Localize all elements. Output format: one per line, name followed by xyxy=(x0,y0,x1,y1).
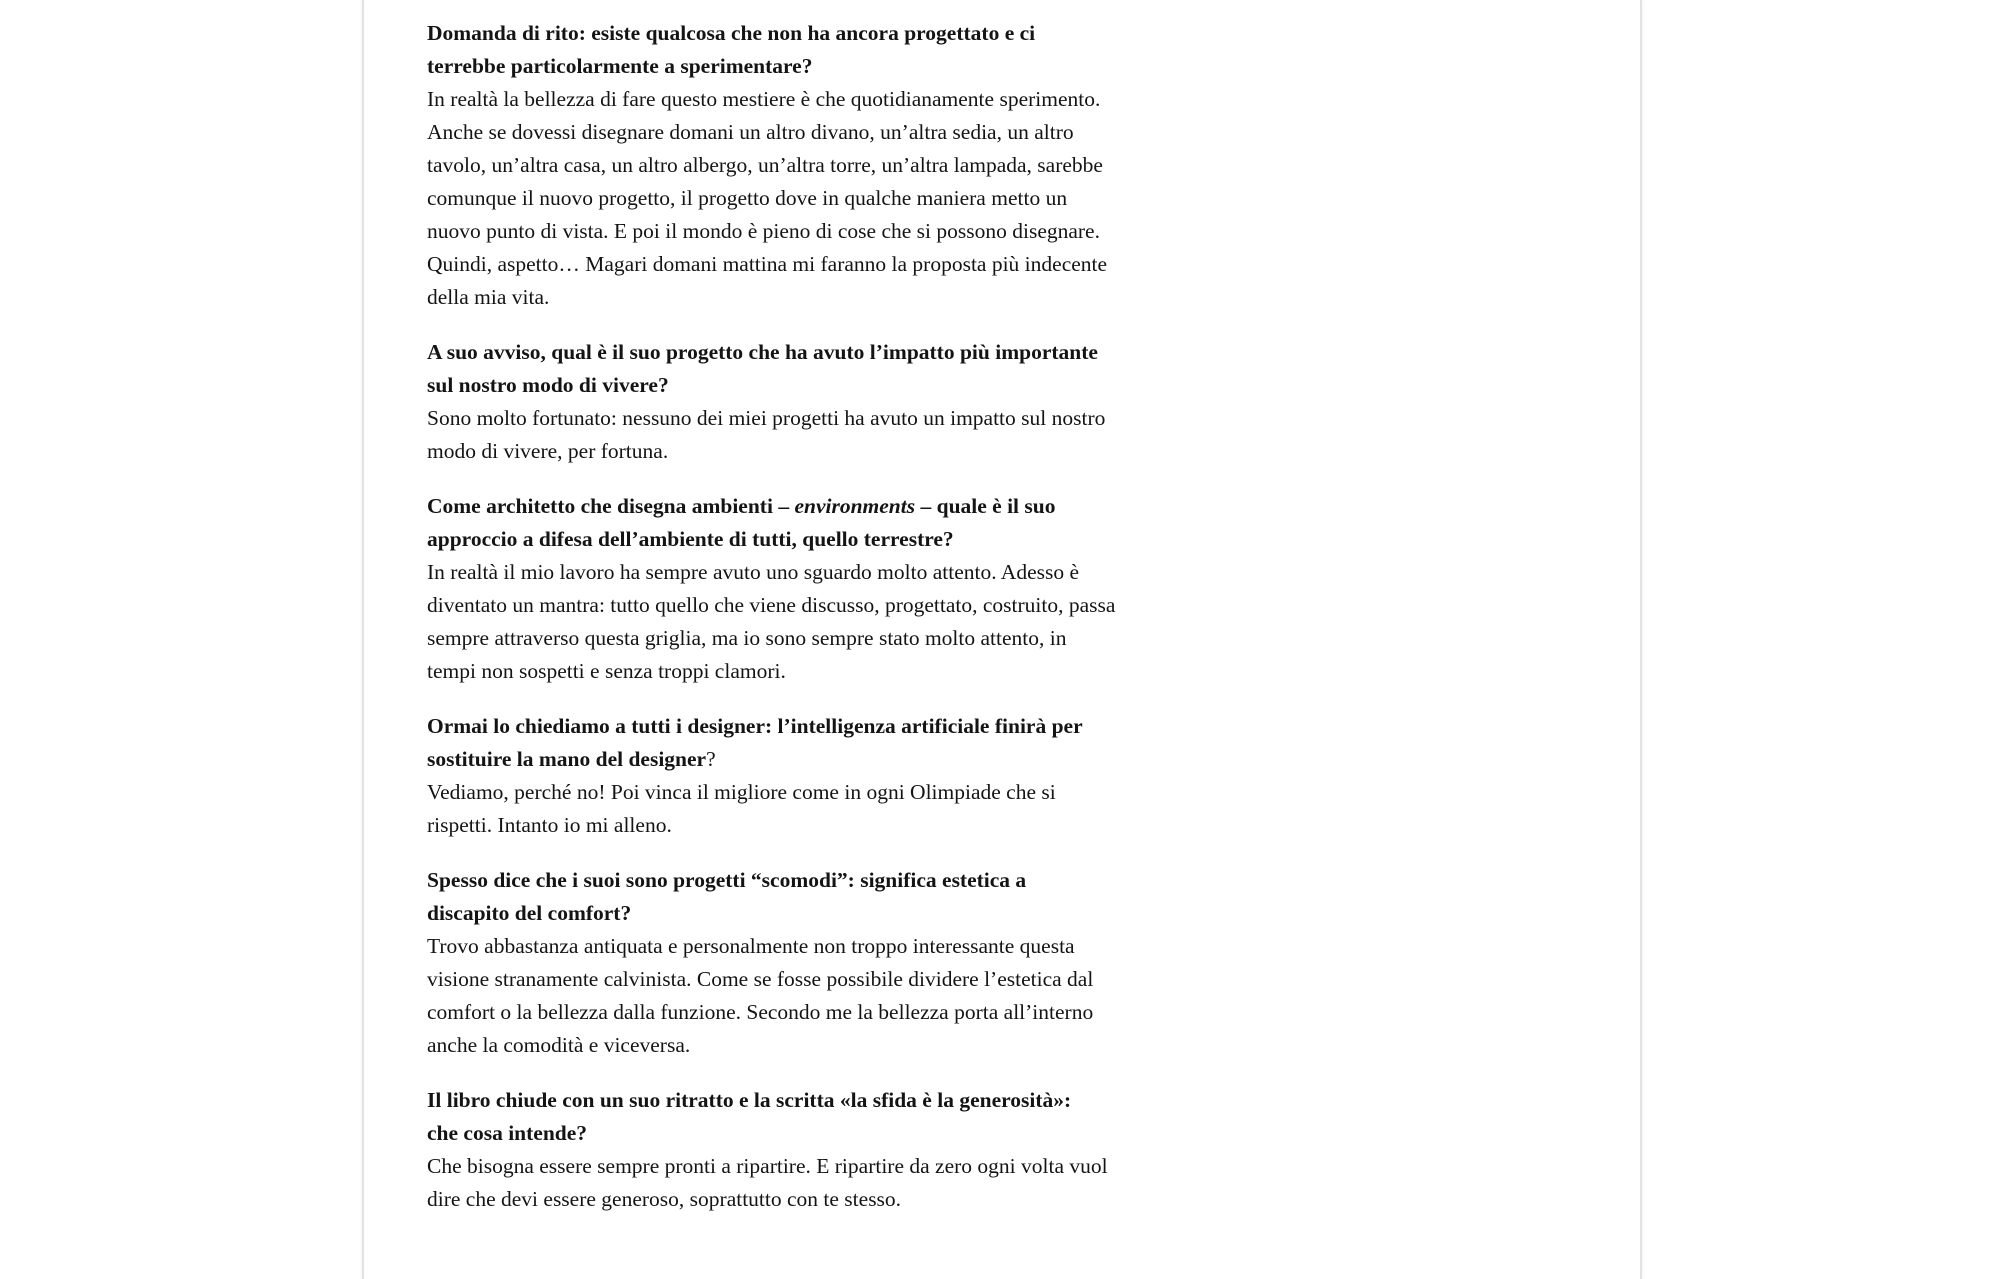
question-text: sostituire la mano del designer xyxy=(427,747,707,771)
question-text: Come architetto che disegna ambienti – xyxy=(427,494,795,518)
interview-question xyxy=(427,710,1227,776)
qa-block xyxy=(427,864,1227,1062)
answer-line: Vediamo, perché no! Poi vinca il migliore come in ogni Olimpiade che si xyxy=(427,780,1056,804)
qa-block xyxy=(427,710,1227,842)
qa-block xyxy=(427,336,1227,468)
qa-block xyxy=(427,1084,1227,1216)
question-line: Domanda di rito: esiste qualcosa che non ha ancora progettato e ci xyxy=(427,21,1036,45)
question-italic-term: environments xyxy=(794,494,916,518)
question-line: approccio a difesa dell’ambiente di tutti, quello terrestre? xyxy=(427,527,954,551)
answer-line: tavolo, un’altra casa, un altro albergo, un’altra torre, un’altra lampada, sarebbe xyxy=(427,153,1103,177)
question-line: sul nostro modo di vivere? xyxy=(427,373,669,397)
interview-answer xyxy=(427,83,1227,314)
answer-line: sempre attraverso questa griglia, ma io sono sempre stato molto attento, in xyxy=(427,626,1067,650)
interview-answer xyxy=(427,402,1227,468)
question-line xyxy=(427,490,1227,523)
answer-line: Trovo abbastanza antiquata e personalmente non troppo interessante questa xyxy=(427,934,1075,958)
interview-question xyxy=(427,864,1227,930)
question-line: Il libro chiude con un suo ritratto e la scritta «la sfida è la generosità»: xyxy=(427,1088,1072,1112)
question-line xyxy=(427,743,1227,776)
interview-answer xyxy=(427,1150,1227,1216)
question-line: terrebbe particolarmente a sperimentare? xyxy=(427,54,813,78)
article-page xyxy=(362,0,1642,1279)
answer-line: dire che devi essere generoso, soprattutto con te stesso. xyxy=(427,1187,902,1211)
interview-question xyxy=(427,490,1227,556)
answer-line: Sono molto fortunato: nessuno dei miei progetti ha avuto un impatto sul nostro xyxy=(427,406,1106,430)
question-line: Ormai lo chiediamo a tutti i designer: l’intelligenza artificiale finirà per xyxy=(427,714,1083,738)
answer-line: tempi non sospetti e senza troppi clamori. xyxy=(427,659,786,683)
answer-line: comunque il nuovo progetto, il progetto dove in qualche maniera metto un xyxy=(427,186,1068,210)
interview-answer xyxy=(427,556,1227,688)
answer-line: anche la comodità e viceversa. xyxy=(427,1033,691,1057)
answer-line: Anche se dovessi disegnare domani un altro divano, un’altra sedia, un altro xyxy=(427,120,1074,144)
answer-line: In realtà la bellezza di fare questo mestiere è che quotidianamente sperimento. xyxy=(427,87,1101,111)
interview-answer xyxy=(427,930,1227,1062)
answer-line: Che bisogna essere sempre pronti a ripartire. E ripartire da zero ogni volta vuol xyxy=(427,1154,1108,1178)
answer-line: rispetti. Intanto io mi alleno. xyxy=(427,813,672,837)
question-mark: ? xyxy=(706,747,716,771)
answer-line: modo di vivere, per fortuna. xyxy=(427,439,669,463)
qa-block xyxy=(427,490,1227,688)
answer-line: Quindi, aspetto… Magari domani mattina mi faranno la proposta più indecente xyxy=(427,252,1108,276)
question-line: A suo avviso, qual è il suo progetto che ha avuto l’impatto più importante xyxy=(427,340,1098,364)
interview-question xyxy=(427,1084,1227,1150)
interview-answer xyxy=(427,776,1227,842)
answer-line: visione stranamente calvinista. Come se fosse possibile dividere l’estetica dal xyxy=(427,967,1094,991)
question-line: discapito del comfort? xyxy=(427,901,632,925)
answer-line: comfort o la bellezza dalla funzione. Secondo me la bellezza porta all’interno xyxy=(427,1000,1094,1024)
interview-question xyxy=(427,17,1227,83)
question-text: – quale è il suo xyxy=(915,494,1056,518)
interview-article xyxy=(427,17,1227,1238)
answer-line: diventato un mantra: tutto quello che viene discusso, progettato, costruito, passa xyxy=(427,593,1116,617)
qa-block xyxy=(427,17,1227,314)
answer-line: In realtà il mio lavoro ha sempre avuto uno sguardo molto attento. Adesso è xyxy=(427,560,1080,584)
question-line: che cosa intende? xyxy=(427,1121,588,1145)
answer-line: nuovo punto di vista. E poi il mondo è pieno di cose che si possono disegnare. xyxy=(427,219,1100,243)
answer-line: della mia vita. xyxy=(427,285,550,309)
question-line: Spesso dice che i suoi sono progetti “scomodi”: significa estetica a xyxy=(427,868,1027,892)
interview-question xyxy=(427,336,1227,402)
